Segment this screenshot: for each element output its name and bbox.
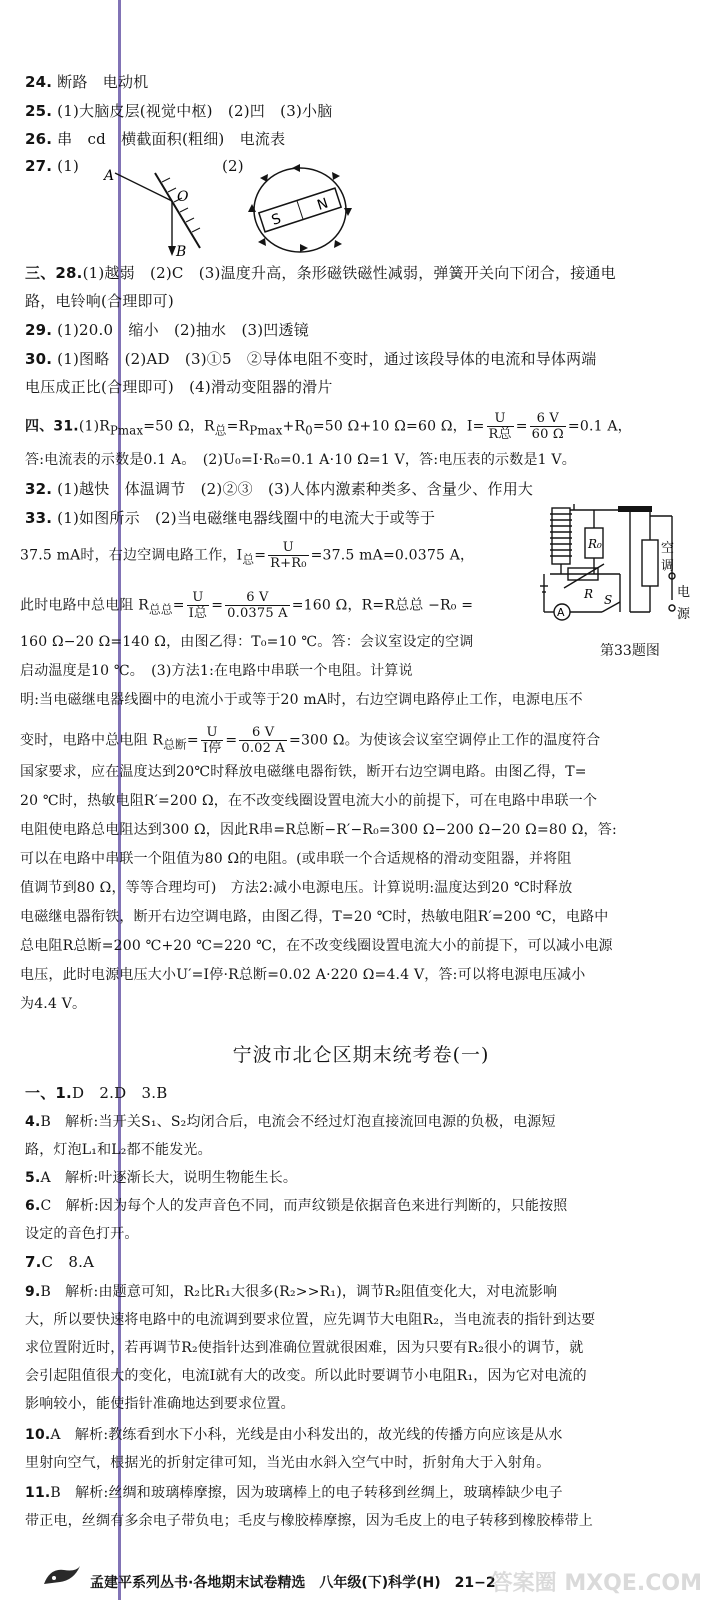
subscript: Pmax bbox=[249, 423, 283, 438]
label-power-2: 源 bbox=[677, 607, 691, 622]
label-a: A bbox=[104, 168, 115, 184]
answer-33-line14: 总电阻R总断=200 ℃+20 ℃=220 ℃，在不改变线圈设置电流大小的前提下，可以减小电源 bbox=[20, 938, 613, 954]
numerator: U bbox=[201, 725, 224, 741]
formula-part: = bbox=[172, 597, 185, 614]
answer-33-line11: 可以在电路中串联一个阻值为80 Ω的电阻。(或串联一个合适规格的滑动变阻器，并将阻 bbox=[20, 851, 572, 867]
denominator: R总 bbox=[488, 427, 512, 442]
answer-28 bbox=[25, 263, 616, 283]
answer-text: A 解析:教练看到水下小科，光线是由小科发出的，故光线的传播方向应该是从水 bbox=[50, 1427, 563, 1443]
subscript: 总总 bbox=[149, 602, 173, 617]
answer-32 bbox=[25, 479, 533, 499]
answer-6-line2: 设定的音色打开。 bbox=[25, 1226, 139, 1242]
subscript: 总断 bbox=[163, 737, 187, 752]
formula-part: =R bbox=[226, 418, 250, 435]
fraction bbox=[225, 590, 290, 621]
answer-25 bbox=[25, 101, 332, 121]
question-number: 33. bbox=[25, 509, 53, 527]
question-number: 25. bbox=[25, 102, 53, 120]
denominator: I总 bbox=[188, 606, 208, 621]
label-power-1: 电 bbox=[677, 585, 691, 600]
question-number: 9. bbox=[25, 1284, 41, 1300]
numerator: U bbox=[187, 590, 210, 606]
label-s: S bbox=[604, 593, 613, 607]
answer-text: (1)大脑皮层(视觉中枢) (2)凹 (3)小脑 bbox=[57, 102, 333, 120]
answer-33-line8: 国家要求，应在温度达到20℃时释放电磁继电器衔铁，断开右边空调电路。由图乙得，T= bbox=[20, 764, 587, 780]
answer-24 bbox=[25, 72, 148, 92]
series-logo-icon bbox=[40, 1562, 84, 1592]
denominator: 0.0375 A bbox=[227, 606, 288, 621]
answer-28-line2: 路，电铃响(合理即可) bbox=[25, 292, 174, 310]
label-n: N bbox=[315, 195, 331, 214]
answer-text: D 2.D 3.B bbox=[71, 1084, 168, 1102]
answer-4-line2: 路，灯泡L₁和L₂都不能发光。 bbox=[25, 1142, 212, 1158]
answer-9-line2: 大，所以要快速将电路中的电流调到要求位置，应先调节大电阻R₂，当电流表的指针到达要 bbox=[25, 1312, 596, 1328]
answer-31 bbox=[25, 411, 632, 442]
arrow-icon bbox=[168, 246, 176, 256]
formula-part: +R bbox=[282, 418, 306, 435]
figure-caption: 第33题图 bbox=[600, 643, 660, 659]
answer-text: 断路 电动机 bbox=[57, 73, 149, 91]
question-number: 4. bbox=[25, 1114, 41, 1130]
answer-text: B 解析:当开关S₁、S₂均闭合后，电流会不经过灯泡直接流回电源的负极，电源短 bbox=[40, 1114, 556, 1130]
part-2-label: (2) bbox=[222, 157, 244, 175]
answer-text: (1)20.0 缩小 (2)抽水 (3)凹透镜 bbox=[57, 321, 309, 339]
formula-part: =37.5 mA=0.0375 A， bbox=[310, 547, 475, 564]
label-b: B bbox=[176, 244, 187, 260]
question-number: 29. bbox=[25, 321, 53, 339]
formula-part: = bbox=[225, 732, 238, 749]
answer-5 bbox=[25, 1168, 297, 1188]
answer-33-line12: 值调节到80 Ω，等等合理均可) 方法2:减小电源电压。计算说明:温度达到20 ℃时释放 bbox=[20, 880, 573, 896]
question-number: 一、1. bbox=[25, 1084, 72, 1102]
mirror-reflection-figure bbox=[100, 168, 210, 258]
formula-part: 变时，电路中总电阻 R bbox=[20, 732, 164, 749]
answer-text: C 8.A bbox=[41, 1253, 95, 1271]
answer-text: (1)图略 (2)AD (3)①5 ②导体电阻不变时，通过该段导体的电流和导体两端 bbox=[57, 350, 597, 368]
answer-33-line7 bbox=[20, 725, 600, 756]
label-s: S bbox=[269, 210, 284, 229]
question-number: 27. bbox=[25, 157, 53, 175]
answer-29 bbox=[25, 320, 309, 340]
question-number: 7. bbox=[25, 1253, 42, 1271]
question-number: 5. bbox=[25, 1170, 41, 1186]
numerator: U bbox=[487, 411, 514, 427]
answer-33-line10: 电阻使电路总电阻达到300 Ω，因此R串=R总断−R′−R₀=300 Ω−200 Ω−20 Ω=80 Ω，答: bbox=[20, 822, 617, 838]
fraction bbox=[187, 590, 210, 621]
formula-part: (1)R bbox=[78, 418, 110, 435]
formula-part: =0.1 A， bbox=[567, 418, 632, 435]
answer-text: B 解析:由题意可知，R₂比R₁大很多(R₂>>R₁)，调节R₂阻值变化大，对电流影响 bbox=[40, 1284, 558, 1300]
denominator: 60 Ω bbox=[531, 427, 564, 442]
answer-text: (1)越弱 (2)C (3)温度升高，条形磁铁磁性减弱，弹簧开关向下闭合，接通电 bbox=[82, 264, 616, 282]
answer-33-line6: 明:当电磁继电器线圈中的电流小于或等于20 mA时，右边空调电路停止工作，电源电压不 bbox=[20, 692, 583, 708]
question-number: 三、28. bbox=[25, 264, 83, 282]
question-number: 6. bbox=[25, 1198, 41, 1214]
formula-part: =300 Ω。为使该会议室空调停止工作的温度符合 bbox=[289, 732, 601, 749]
answer-33-line15: 电压，此时电源电压大小U′=I停·R总断=0.02 A·220 Ω=4.4 V，答:可以将电源电压减小 bbox=[20, 967, 586, 983]
answer-10 bbox=[25, 1425, 563, 1445]
label-a: A bbox=[557, 606, 565, 619]
question-number: 26. bbox=[25, 130, 53, 148]
question-number: 24. bbox=[25, 73, 53, 91]
answer-text: A 解析:叶逐渐长大，说明生物能生长。 bbox=[40, 1170, 298, 1186]
numerator: U bbox=[268, 540, 308, 556]
circuit-figure bbox=[540, 500, 690, 640]
ac-unit bbox=[642, 540, 658, 586]
question-number: 30. bbox=[25, 350, 53, 368]
formula-part: =50 Ω+10 Ω=60 Ω，I= bbox=[312, 418, 485, 435]
fraction bbox=[268, 540, 308, 571]
mirror-line bbox=[155, 173, 200, 248]
answer-33-line13: 电磁继电器衔铁，断开右边空调电路，由图乙得，T=20 ℃时，热敏电阻R′=200 ℃，电路中 bbox=[20, 909, 609, 925]
question-number: 10. bbox=[25, 1427, 51, 1443]
formula-part: = bbox=[254, 547, 267, 564]
page-footer: 孟建平系列丛书·各地期末试卷精选 八年级(下)科学(H) 21−2 bbox=[90, 1575, 496, 1591]
subscript: Pmax bbox=[110, 423, 144, 438]
formula-part: =50 Ω，R bbox=[143, 418, 215, 435]
label-ac-2: 调 bbox=[661, 559, 675, 574]
part-1-label: (1) bbox=[57, 157, 80, 175]
watermark: 答案圈 MXQE.COM bbox=[490, 1571, 702, 1596]
answer-30-line2: 电压成正比(合理即可) (4)滑动变阻器的滑片 bbox=[25, 378, 333, 396]
answer-33 bbox=[25, 508, 435, 528]
denominator: I停 bbox=[202, 741, 222, 756]
subscript: 总 bbox=[214, 423, 227, 438]
answer-4 bbox=[25, 1112, 556, 1132]
answer-27 bbox=[25, 156, 79, 176]
subscript: 总 bbox=[242, 552, 255, 567]
formula-part: 此时电路中总电阻 R bbox=[20, 597, 149, 614]
formula-part: = bbox=[186, 732, 199, 749]
answer-text: B 解析:丝绸和玻璃棒摩擦，因为玻璃棒上的电子转移到丝绸上，玻璃棒缺少电子 bbox=[50, 1485, 563, 1501]
answer-33-line4: 160 Ω−20 Ω=140 Ω，由图乙得：T₀=10 ℃。答：会议室设定的空调 bbox=[20, 634, 474, 650]
answer-10-line2: 里射向空气，根据光的折射定律可知，当光由水斜入空气中时，折射角大于入射角。 bbox=[25, 1455, 551, 1471]
label-ac-1: 空 bbox=[661, 541, 675, 556]
answer-33-line2 bbox=[20, 540, 474, 571]
answer-31-line2: 答:电流表的示数是0.1 A。 (2)U₀=I·R₀=0.1 A·10 Ω=1 V，答:电压表的示数是1 V。 bbox=[25, 452, 576, 468]
answer-text: C 解析:因为每个人的发声音色不同，而声纹锁是依据音色来进行判断的，只能按照 bbox=[40, 1198, 568, 1214]
denominator: 0.02 A bbox=[241, 741, 286, 756]
bar-magnet bbox=[259, 188, 341, 232]
answer-9-line5: 影响较小，能使指针准确地达到要求位置。 bbox=[25, 1396, 295, 1412]
answer-9-line4: 会引起阻值很大的变化，电流I就有大的改变。所以此时要调节小电阻R₁，因为它对电流的 bbox=[25, 1368, 587, 1384]
answer-6 bbox=[25, 1196, 568, 1216]
answer-30 bbox=[25, 349, 597, 369]
section-title: 宁波市北仑区期末统考卷(一) bbox=[232, 1044, 490, 1066]
question-number: 32. bbox=[25, 480, 53, 498]
fraction bbox=[201, 725, 224, 756]
answer-33-line3 bbox=[20, 590, 473, 621]
label-o: O bbox=[177, 189, 189, 205]
formula-part: = bbox=[211, 597, 224, 614]
formula-part: 37.5 mA时，右边空调电路工作，I bbox=[20, 547, 243, 564]
fraction bbox=[239, 725, 287, 756]
magnet-field-figure bbox=[240, 160, 360, 260]
label-r0: R₀ bbox=[588, 537, 602, 551]
answer-9 bbox=[25, 1282, 557, 1302]
fraction bbox=[487, 411, 514, 442]
answer-9-line3: 求位置附近时，若再调节R₂使指针达到准确位置就很困难，因为只要有R₂很小的调节，就 bbox=[25, 1340, 584, 1356]
label-r: R bbox=[584, 587, 594, 601]
numerator: 6 V bbox=[225, 590, 290, 606]
denominator: R+R₀ bbox=[270, 556, 307, 571]
answer-text: (1)如图所示 (2)当电磁继电器线圈中的电流大于或等于 bbox=[57, 509, 436, 527]
answer-1-3 bbox=[25, 1083, 167, 1103]
formula-part: = bbox=[515, 418, 528, 435]
answer-33-line5: 启动温度是10 ℃。 (3)方法1:在电路中串联一个电阻。计算说 bbox=[20, 663, 413, 679]
question-number: 四、31. bbox=[25, 418, 79, 435]
formula-part: =160 Ω，R=R总总 −R₀ = bbox=[291, 597, 474, 614]
numerator: 6 V bbox=[530, 411, 566, 427]
answer-11 bbox=[25, 1483, 563, 1503]
answer-text: (1)越快 体温调节 (2)②③ (3)人体内激素种类多、含量少、作用大 bbox=[57, 480, 534, 498]
answer-26 bbox=[25, 129, 285, 149]
fraction bbox=[530, 411, 566, 442]
answer-33-line9: 20 ℃时，热敏电阻R′=200 Ω，在不改变线圈设置电流大小的前提下，可在电路中串联一个 bbox=[20, 793, 598, 809]
answer-33-line16: 为4.4 V。 bbox=[20, 996, 87, 1012]
answer-11-line2: 带正电，丝绸有多余电子带负电；毛皮与橡胶棒摩擦，因为毛皮上的电子转移到橡胶棒带上 bbox=[25, 1513, 593, 1529]
answer-7-8 bbox=[25, 1252, 94, 1272]
subscript: 0 bbox=[305, 423, 313, 438]
numerator: 6 V bbox=[239, 725, 287, 741]
answer-text: 串 cd 横截面积(粗细) 电流表 bbox=[57, 130, 286, 148]
question-number: 11. bbox=[25, 1485, 51, 1501]
